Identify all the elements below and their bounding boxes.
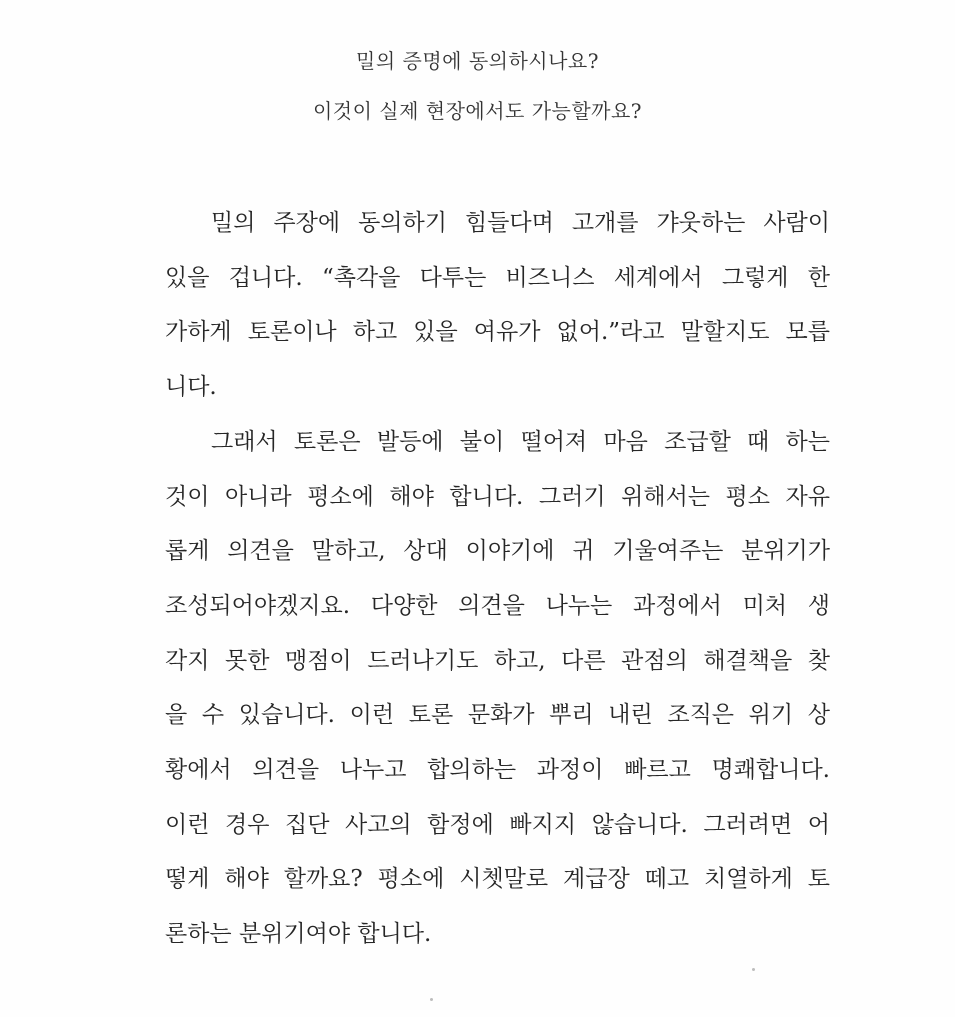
text-line: 을 수 있습니다. 이런 토론 문화가 뿌리 내린 조직은 위기 상 xyxy=(165,702,830,729)
text-line: 롭게 의견을 말하고, 상대 이야기에 귀 기울여주는 분위기가 xyxy=(165,538,830,565)
text-line: 니다. xyxy=(165,374,217,401)
header-question-1: 밀의 증명에 동의하시나요? xyxy=(356,49,599,73)
paragraph-1 xyxy=(165,196,830,415)
text-line: 밀의 주장에 동의하기 힘들다며 고개를 갸웃하는 사람이 xyxy=(211,210,830,236)
text-line: 조성되어야겠지요. 다양한 의견을 나누는 과정에서 미처 생 xyxy=(165,592,830,619)
text-line: 있을 겁니다. “촉각을 다투는 비즈니스 세계에서 그렇게 한 xyxy=(165,264,830,291)
body-text xyxy=(165,196,830,962)
paragraph-2 xyxy=(165,415,830,962)
text-line: 가하게 토론이나 하고 있을 여유가 없어.”라고 말할지도 모릅 xyxy=(165,319,830,346)
text-line: 황에서 의견을 나누고 합의하는 과정이 빠르고 명쾌합니다. xyxy=(165,757,830,784)
text-line: 론하는 분위기여야 합니다. xyxy=(165,921,432,948)
header-question-2: 이것이 실제 현장에서도 가능할까요? xyxy=(312,99,643,123)
text-line: 각지 못한 맹점이 드러나기도 하고, 다른 관점의 해결책을 찾 xyxy=(165,647,830,674)
text-line: 그래서 토론은 발등에 불이 떨어져 마음 조급할 때 하는 xyxy=(211,428,830,455)
text-line: 것이 아니라 평소에 해야 합니다. 그러기 위해서는 평소 자유 xyxy=(165,483,830,510)
paper-speck xyxy=(430,998,433,1001)
paper-speck xyxy=(752,968,755,971)
text-line: 떻게 해야 할까요? 평소에 시쳇말로 계급장 떼고 치열하게 토 xyxy=(165,866,830,893)
text-line: 이런 경우 집단 사고의 함정에 빠지지 않습니다. 그러려면 어 xyxy=(165,811,830,838)
section-header xyxy=(0,36,955,136)
